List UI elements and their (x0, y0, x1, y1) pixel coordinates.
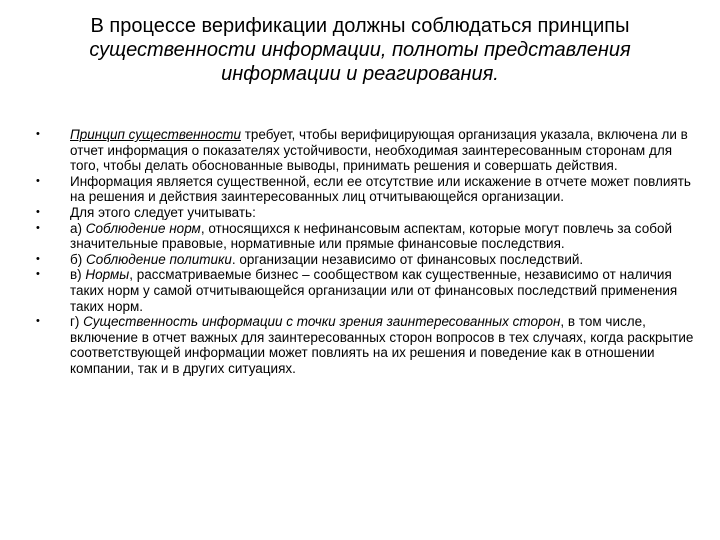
list-item (0, 252, 720, 268)
bullet-icon: • (36, 205, 40, 218)
item-rest: требует, чтобы верифицирующая организация указала, включена ли в отчет информация о показателях устойчивости, необходимая заинтересованным сторонам для того, чтобы делать обоснованные выводы, принимать решения и совершать действия. (70, 127, 688, 174)
item-lead: Нормы (85, 267, 130, 283)
title-line-1: В процессе верификации должны соблюдаться принципы (90, 15, 630, 37)
item-text (70, 221, 700, 252)
list-item (0, 314, 720, 376)
bullet-icon: • (36, 315, 40, 328)
slide-title (60, 14, 660, 86)
list-item (0, 205, 720, 221)
item-text (70, 205, 700, 221)
title-line-2: существенности информации, полноты представления (89, 39, 631, 61)
item-lead: Принцип существенности (70, 127, 241, 142)
item-text (70, 267, 700, 314)
list-item (0, 127, 720, 174)
item-rest: . организации независимо от финансовых последствий. (231, 251, 584, 267)
item-prefix: г) (70, 314, 84, 330)
item-rest: , относящихся к нефинансовым аспектам, которые могут повлечь за собой значительные правовые, нормативные или прямые финансовые последствия. (70, 220, 673, 252)
item-rest: , в том числе, включение в отчет важных для заинтересованных сторон вопросов в тех случаях, когда раскрытие соответствующей информации может повлиять на их решения и поведение как в отношении компании, так и в других ситуациях. (70, 314, 694, 376)
item-lead: Соблюдение норм (85, 220, 201, 236)
item-prefix: а) (70, 220, 86, 236)
item-text (70, 252, 700, 268)
item-lead: Существенность информации с точки зрения заинтересованных сторон (83, 314, 561, 330)
bullet-icon: • (36, 174, 40, 187)
bullet-icon: • (36, 268, 40, 281)
item-text (70, 314, 700, 376)
item-rest: Для этого следует учитывать: (70, 204, 256, 220)
bullet-list (0, 127, 720, 377)
bullet-icon: • (36, 221, 40, 234)
list-item (0, 174, 720, 205)
item-lead: Соблюдение политики (85, 251, 232, 267)
item-text (70, 174, 700, 205)
item-prefix: в) (70, 267, 86, 283)
bullet-icon: • (36, 128, 40, 140)
item-prefix: б) (70, 251, 86, 267)
item-rest: Информация является существенной, если ее отсутствие или искажение в отчете может повлиять на решения и действия заинтересованных лиц отчитывающейся организации. (70, 173, 691, 205)
item-text (70, 127, 700, 174)
title-line-3: информации и реагирования. (221, 63, 499, 85)
item-rest: , рассматриваемые бизнес – сообществом как существенные, независимо от наличия таких норм у самой отчитывающейся организации или от финансовых последствий применения таких норм. (70, 267, 678, 314)
list-item (0, 221, 720, 252)
bullet-icon: • (36, 252, 40, 265)
list-item (0, 267, 720, 314)
